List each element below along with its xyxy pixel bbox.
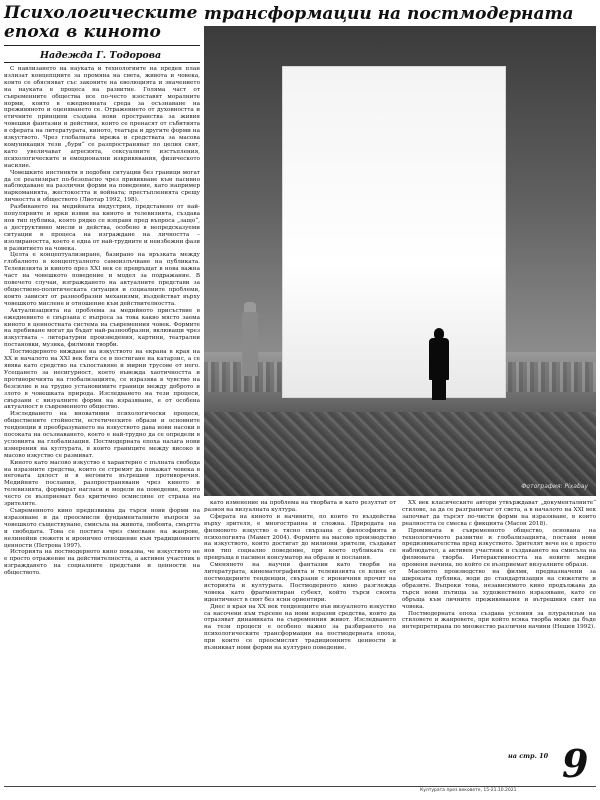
footer-rule [4,786,596,787]
paragraph: Разбиването на медийната индустрия, представено от най-популярните и ярки изяви на киното и телевизията, създава нов тип публика, която рядко се изправя пред въпроса „защо“, а деструктивно мисли и действа, особено в непредсказуеми ситуации в процеса на изграждане на личността – изолираността, което е една от най-трудните и неизбежни фази в развитието на човека. [4,204,200,252]
paragraph: Сферата на киното и начините, по които то въздейства върху зрителя, е многостранна и сложна. Природата на филмовото изкуство е тясно свързана с философията и психологията (Мамет 2004). Формите на масово производство на изкуството, които достигат до милиони зрители, създават нов тип социално поведение, при което публиката се превръща в пасивен консуматор на образи и послания. [204,513,396,562]
photo-statue [242,312,258,376]
title-rule [4,45,200,46]
paragraph: XX век класическите автори утвърждават „документалните“ стилове, за да се разграничат от света, а в началото на XXI век започват да търсят по-чисти форми на изразяване, в които реалността се смесва с фикцията (Масон 2018). [402,500,596,527]
paragraph: като изменение на проблема на творбата и като резултат от развоя на визуалната култура. [204,500,396,513]
paragraph: Промяната в съвременното общество, основана на технологичното развитие и глобализацията, поставя нови предизвикателства пред изкуството. Зрителят вече не е просто наблюдател, а активен участник в създаването на смисъла на филмовата творба. Интерактивността на новите медии променя начина, по който се възприемат визуалните образи. [402,527,596,569]
author-rule [4,62,200,63]
paragraph: Актуализацията на проблема за медийното присъствие в ежедневието е свързана с въпроса за това какво място заема киното в ценностната система на съвременния човек. Формите на пребиване могат да бъдат най-разнообразни, вклюващи чрез изкуствата – литературни произведения, картини, театрални постановки, музика, филмови творби. [4,307,200,349]
photo-man-silhouette [429,338,449,380]
article-column-3 [402,500,596,748]
article-title-left [4,4,200,42]
paragraph: Сменянето на научни фантазии като творби на литературата, кинематографията и телевизията се влияе от постмодерните тенденции, свързани с ироничния прочит на историята и културата. Постмодерното кино разглежда човека като фрагментиран субект, който търси своята идентичност в свят без ясни ориентири. [204,562,396,603]
paragraph: Изследването на иновативни психологически процеси, обществените стойности, естетическите образи и основните тенденции в преобразуването на изкуството дава нови насоки в посоката на осъзнаването, което е най-трудно да се определи в условията на глобализация. Постмодерната епоха налага нови измерения на културата, в които границите между високо и масово изкуство се размиват. [4,411,200,459]
article-author: Надежда Г. Тодорова [40,50,162,61]
paragraph: Постмодерната епоха създава условия за плурализъм на стиловете и жанровете, при който всяка творба може да бъде интерпретирана по множество различни начини (Нешев 1992). [402,610,596,631]
article-photo [204,22,596,496]
paragraph: Киното като масово изкуство е характерно с пълната свобода на изразните средства, които се стремят да покажат човека в неговата цялост и в неговите вътрешни противоречия. Медийните послания, разпространявани чрез киното и телевизията, формират нагласи и модели на поведение, които често се възприемат без критично осмисляне от страна на зрителите. [4,459,200,508]
article-column-2 [204,500,396,770]
paragraph: Съвременното кино предизвиква да търси нови форми на изразяване и да преосмисли фундаменталните въпроси за човешкото съществуване, смисъла на живота, любовта, смъртта и свободата. Това се постига чрез смесване на жанрове, нелинейни сюжети и иронично отношение към традиционните ценности (Петрова 1997). [4,508,200,549]
footer-edition: Културата през вековете, 15-21.10.2021 [420,788,517,793]
paragraph: С навлизането на науката и технологиите на преден план излизат концепциите за промяна на света, живота и човека, които се обясняват със законите на еволюцията и значението на науката в процеса на развитие. Голяма част от съвременните общества все по-често изоставят моралните норми, които в ежедневната среда за осъзнаване на преживяното и оценяването се. Отражението от духовността и етичните принципи създава нови пространства за живия човешки фантазии и действия, които се пренасят от събитията в сферата на литературата, киното, театъра и другите форми на изкуството. Чрез глобалната мрежа и средствата за масова комуникация тези „бури“ се разпространяват по целия свят, като увеличават агресията, сексуалните изстъпления, психологическите и емоционални изкривявания, физическото насилие. [4,66,200,169]
continued-on-page: на стр. 10 [508,752,549,760]
photo-man-legs [432,378,446,400]
article-title-part2: трансформации на постмодерната [204,4,574,24]
paragraph: Историята на постмодерното кино показва, че изкуството не е просто отражение на действителността, а активен участник в изграждането на социалните представи и ценности на обществото. [4,549,200,577]
paragraph: Човешките инстинкти в подобни ситуации без граници могат да се реализират по-безопасно чрез привикване към пасивно наблюдаване на различни форми на поведение, като например наркоманията, жестокостта и войната; престъпленията срещу личността и обществото (Лиотар 1992, 198). [4,169,200,204]
article-column-1 [4,66,200,778]
paragraph: Днес в края на XX век тенденциите във визуалното изкуство са насочени към търсене на нови изразни средства, които да отразяват динамиката на съвременния живот. Изследването на тези процеси е особено важно за разбирането на психологическите трансформации на постмодерната епоха, при които се преосмислят традиционните ценности и възникват нови форми на културно поведение. [204,603,396,652]
paragraph: Целта е концептуализиране, базирано на връзката между глобалното в концептуалното самоизлъчване на публиката. Телевизията и киното през XXI век се превръщат в нова важна част на човешкото поведение и модел за подражание. В повечето случаи, изграждането на актуалните представи за обществено-политическата ситуация и социалните проблеми, които зависят от разнообразни механизми, въздействат върху човешкото мислене и отношение към действителността. [4,252,200,307]
paragraph: Масовото производство на филми, предназначени за широката публика, води до стандартизация на сюжетите и образите. Въпреки това, независимото кино продължава да търси нови пътища за художествено изразяване, като се обръща към личните преживявания и вътрешния свят на човека. [402,569,596,610]
page-number: 9 [562,741,589,786]
photo-white-frame [282,66,506,398]
photo-credit: Фотография: Pixabay [521,483,588,490]
article-title-right [204,4,596,26]
article-title-part1: Психологическите епоха в киното [4,3,198,42]
paragraph: Постмодерното виждане на изкуството на екрана в края на XX и началото на XXI век бяга се в постигане на катарзис, а се явява като средство на съпоставяне и мирни трусове от него. Усещането за несигурност, което въвежда хаотичността и противоречията на глобализацията, се изразява в чувство на безсилие и на трудно установимите граници между доброто и злото в човешката природа. Изследването на тези процеси, свързани с визуалните форми на изразяване, е от особена актуалност в съвременното общество. [4,349,200,411]
